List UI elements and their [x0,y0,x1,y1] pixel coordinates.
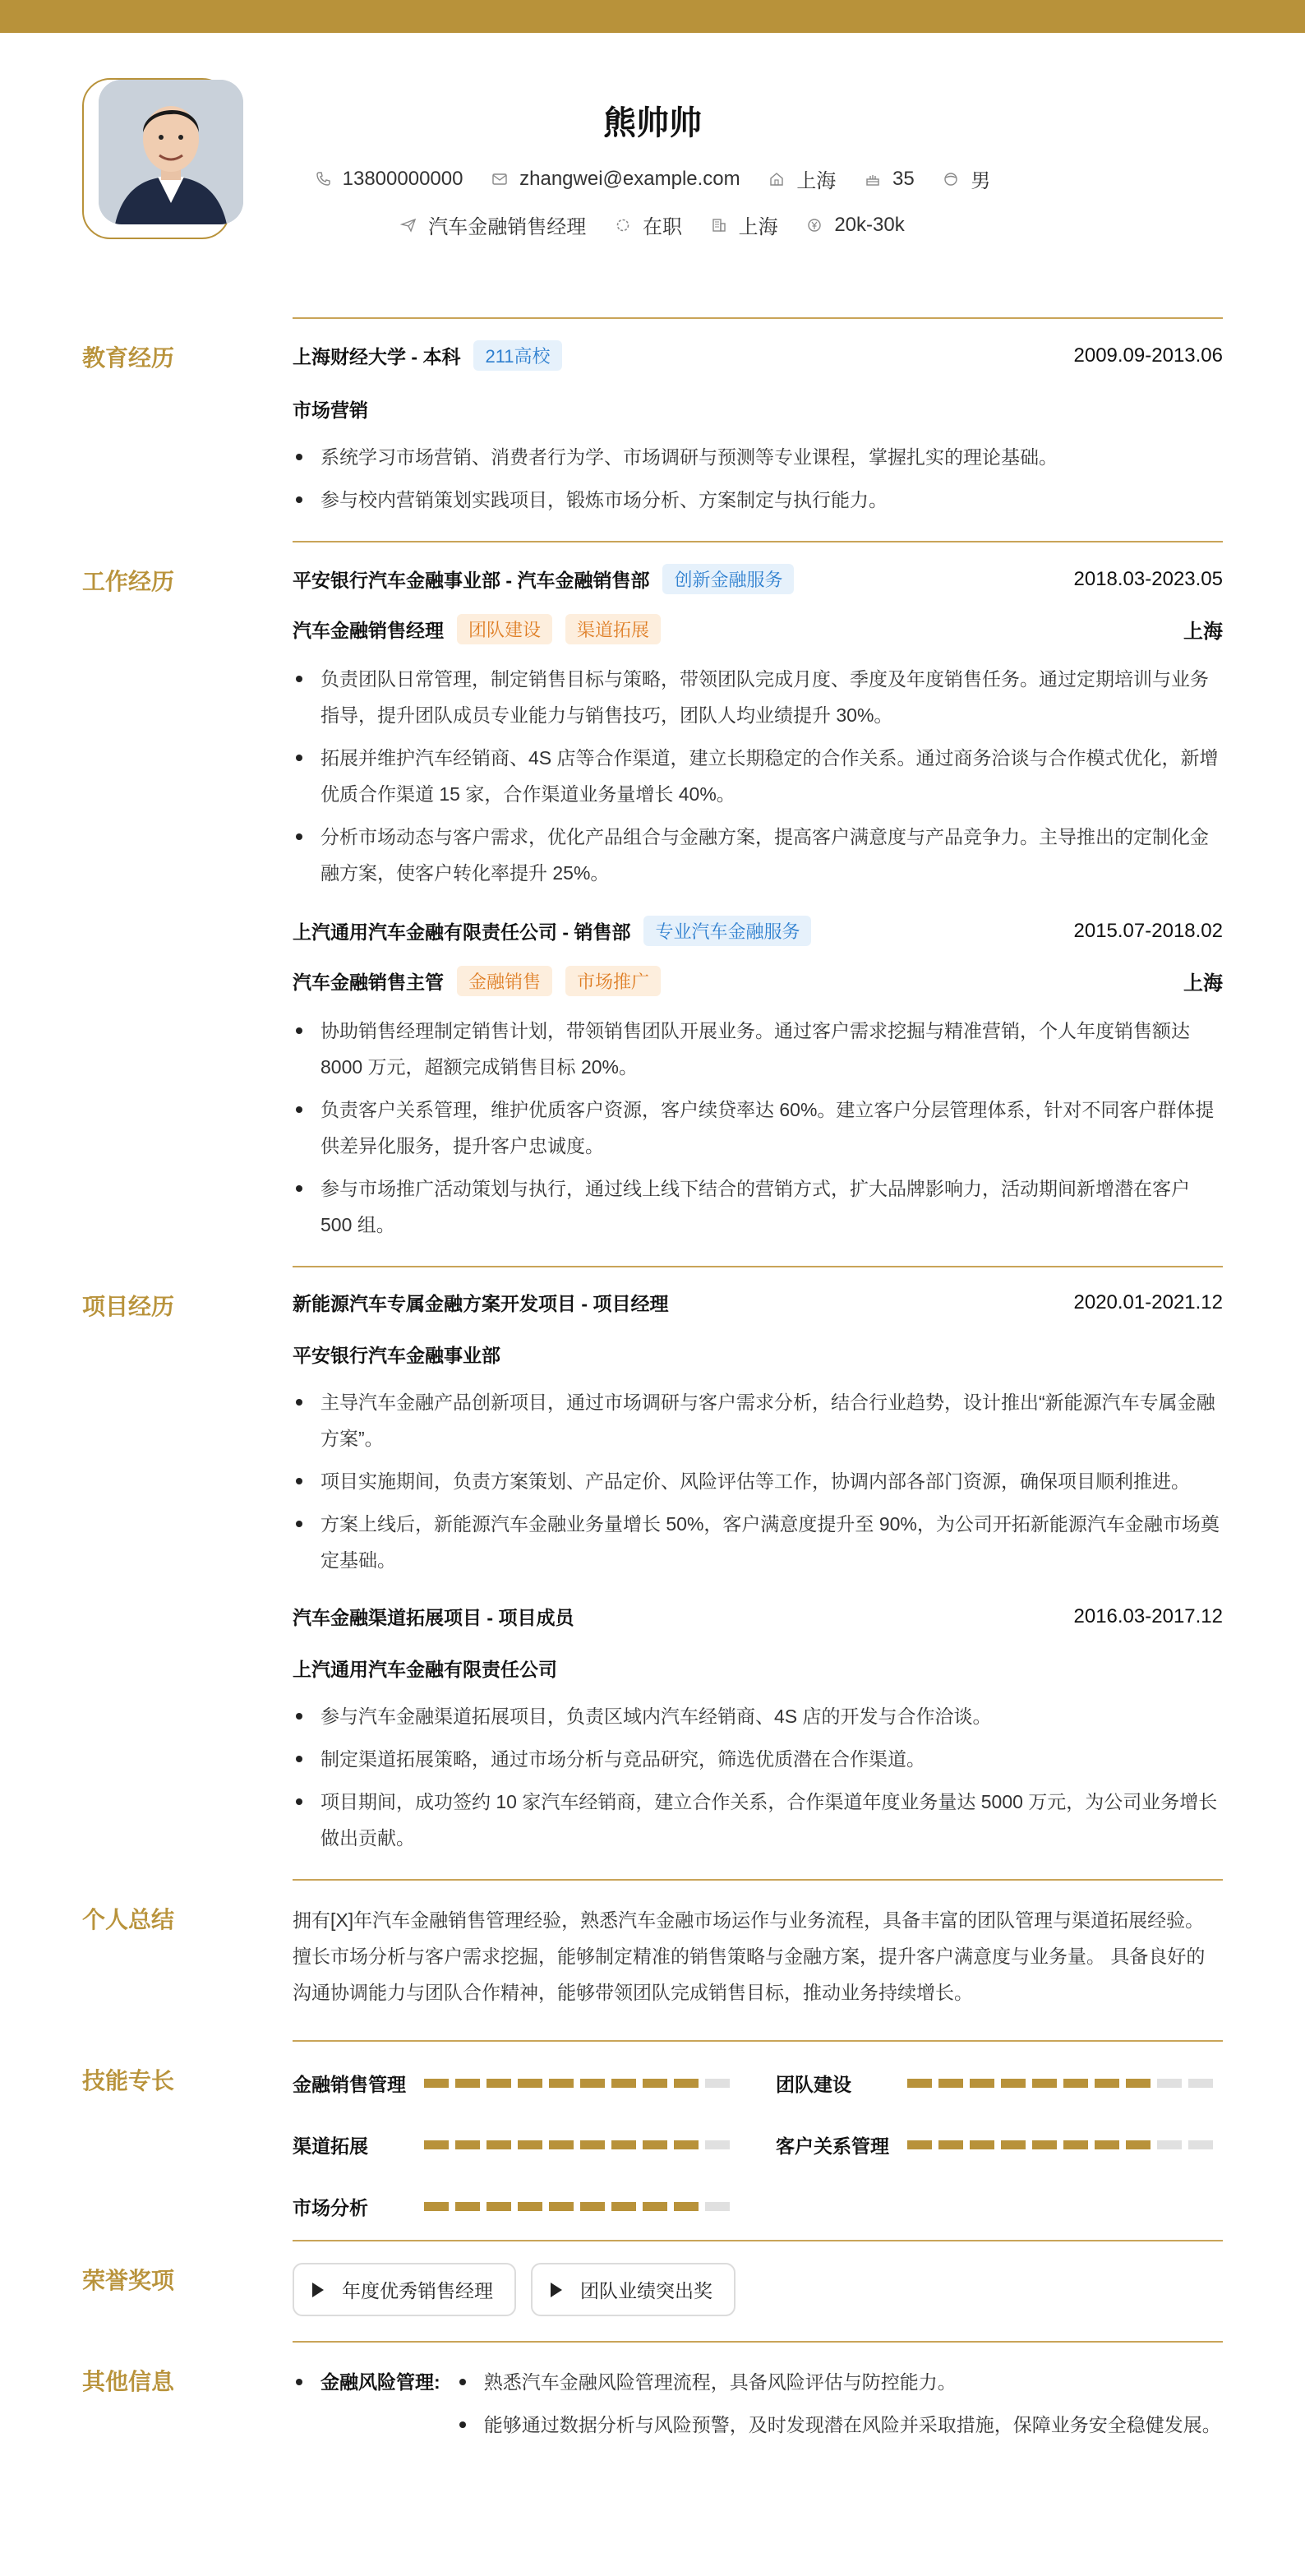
section-title-summary: 个人总结 [82,1907,175,1932]
email-item [491,168,740,191]
skill-dash-empty [1157,2140,1182,2149]
list-item: 项目实施期间，负责方案策划、产品定价、风险评估等工作，协调内部各部门资源，确保项目顺利推进。 [293,1463,1223,1499]
skill-dash-filled [486,2202,511,2211]
company-tag: 专业汽车金融服务 [643,916,811,946]
skill-dash-filled [1032,2140,1057,2149]
list-item: 主导汽车金融产品创新项目，通过市场调研与客户需求分析，结合行业趋势，设计推出“新能源汽车专属金融方案”。 [293,1384,1223,1457]
section-title-work: 工作经历 [82,569,175,594]
summary-section [82,1879,1223,2040]
major: 市场营销 [293,399,368,421]
building-icon [711,217,727,233]
project-bullets [293,1384,1223,1578]
work-city-text: 上海 [738,216,778,238]
work-location: 上海 [1183,972,1223,995]
section-title-awards: 荣誉奖项 [82,2268,175,2293]
resume-page [0,33,1305,2449]
project-org: 平安银行汽车金融事业部 [293,1345,500,1366]
job-title-text: 汽车金融销售经理 [428,216,587,238]
phone-text: 13800000000 [342,167,463,190]
job-title-item [400,210,586,239]
other-body [293,2341,1223,2449]
section-title-skills: 技能专长 [82,2068,175,2094]
education-section [82,317,1223,518]
list-item: 能够通过数据分析与风险预警，及时发现潜在风险并采取措施，保障业务安全稳健发展。 [456,2407,1223,2443]
skill-dash-filled [549,2202,574,2211]
work-body [293,541,1223,1243]
work-date: 2018.03-2023.05 [1073,567,1223,590]
skill-item [293,2193,740,2220]
work-bullets [293,1013,1223,1243]
skill-dash-filled [1095,2140,1119,2149]
skill-dash-filled [674,2079,699,2088]
play-icon [312,2283,324,2297]
candidate-name: 熊帅帅 [603,105,702,141]
projects-section [82,1266,1223,1856]
list-item: 负责团队日常管理，制定销售目标与策略，带领团队完成月度、季度及年度销售任务。通过定期培训与业务指导，提升团队成员专业能力与销售技巧，团队人均业绩提升 30%。 [293,661,1223,733]
skill-dash-filled [643,2079,667,2088]
list-item: 制定渠道拓展策略，通过市场分析与竞品研究，筛选优质潜在合作渠道。 [293,1741,1223,1777]
skills-section [82,2040,1223,2240]
money-icon [806,217,823,233]
list-item: 熟悉汽车金融风险管理流程，具备风险评估与防控能力。 [456,2364,1223,2400]
skills-grid [293,2070,1223,2240]
list-item: 分析市场动态与客户需求，优化产品组合与金融方案，提高客户满意度与产品竞争力。主导推出的定制化金融方案，使客户转化率提升 25%。 [293,819,1223,891]
skill-dash-filled [611,2079,636,2088]
skills-body [293,2040,1223,2240]
role-tag: 金融销售 [457,966,552,996]
skill-level-bar [424,2079,736,2088]
skill-level-bar [424,2202,736,2211]
award-badge [531,2263,736,2316]
skill-dash-filled [674,2202,699,2211]
skill-level-bar [907,2079,1220,2088]
phone-icon [315,171,331,187]
skill-dash-empty [705,2079,730,2088]
salary-text: 20k-30k [834,213,905,236]
section-title-projects: 项目经历 [82,1294,175,1319]
skill-dash-filled [580,2140,605,2149]
school-name: 上海财经大学 - 本科 [293,346,461,367]
skill-dash-filled [1063,2140,1088,2149]
education-date: 2009.09-2013.06 [1073,344,1223,367]
list-item: 参与市场推广活动策划与执行，通过线上线下结合的营销方式，扩大品牌影响力，活动期间新增潜在客户 500 组。 [293,1170,1223,1243]
home-icon [768,171,785,187]
work-bullets [293,661,1223,891]
skill-name: 客户关系管理 [776,2135,889,2157]
job-intent-row [0,210,1305,239]
work-entry [293,916,1223,1243]
skill-dash-filled [611,2202,636,2211]
skill-dash-filled [518,2202,542,2211]
other-item [293,2364,1223,2449]
skill-dash-filled [518,2079,542,2088]
skill-dash-empty [1188,2140,1213,2149]
other-key: 金融风险管理: [293,2364,456,2449]
age-item [865,168,915,191]
education-entry [293,340,1223,518]
skill-dash-filled [970,2079,994,2088]
company-name: 平安银行汽车金融事业部 - 汽车金融销售部 [293,570,650,591]
project-title: 汽车金融渠道拓展项目 - 项目成员 [293,1607,574,1628]
skill-dash-filled [424,2079,449,2088]
role-tag: 团队建设 [457,614,552,644]
education-bullets [293,439,1223,518]
skill-name: 金融销售管理 [293,2074,406,2095]
role-name: 汽车金融销售经理 [293,620,444,641]
project-bullets [293,1698,1223,1856]
gender-item [943,164,990,193]
skill-level-bar [424,2140,736,2149]
skill-name: 团队建设 [776,2074,851,2095]
project-title: 新能源汽车专属金融方案开发项目 - 项目经理 [293,1293,669,1314]
list-item: 参与汽车金融渠道拓展项目，负责区域内汽车经销商、4S 店的开发与合作洽谈。 [293,1698,1223,1734]
awards-body [293,2240,1223,2341]
skill-dash-filled [1001,2140,1026,2149]
skill-dash-filled [455,2079,480,2088]
skill-dash-filled [1126,2079,1151,2088]
role-tag: 市场推广 [565,966,661,996]
skill-dash-filled [674,2140,699,2149]
skill-dash-filled [424,2202,449,2211]
other-section [82,2341,1223,2449]
awards-section [82,2240,1223,2341]
skill-dash-filled [580,2079,605,2088]
skill-dash-filled [549,2140,574,2149]
skill-dash-filled [1032,2079,1057,2088]
award-badge [293,2263,516,2316]
skill-dash-filled [907,2079,932,2088]
award-label: 年度优秀销售经理 [342,2280,493,2301]
skill-dash-empty [705,2202,730,2211]
salary-item [806,214,904,237]
skill-dash-filled [1063,2079,1088,2088]
list-item: 项目期间，成功签约 10 家汽车经销商，建立合作关系，合作渠道年度业务量达 5000 万元，为公司业务增长做出贡献。 [293,1784,1223,1856]
skill-level-bar [907,2140,1220,2149]
skill-dash-filled [970,2140,994,2149]
skill-item [776,2070,1223,2097]
work-city-item [711,210,778,239]
company-name: 上汽通用汽车金融有限责任公司 - 销售部 [293,921,631,943]
top-accent-bar [0,0,1305,33]
send-icon [400,217,417,233]
list-item: 系统学习市场营销、消费者行为学、市场调研与预测等专业课程，掌握扎实的理论基础。 [293,439,1223,475]
list-item: 拓展并维护汽车经销商、4S 店等合作渠道，建立长期稳定的合作关系。通过商务洽谈与合作模式优化，新增优质合作渠道 15 家，合作渠道业务量增长 40%。 [293,740,1223,812]
skill-dash-filled [455,2202,480,2211]
skill-name: 渠道拓展 [293,2135,368,2157]
skill-dash-empty [705,2140,730,2149]
gender-text: 男 [971,170,991,192]
status-text: 在职 [642,216,682,238]
skill-item [293,2070,740,2097]
work-location: 上海 [1183,621,1223,643]
skill-dash-filled [1126,2140,1151,2149]
skill-item [776,2131,1223,2158]
status-item [615,210,682,239]
skill-dash-empty [1188,2079,1213,2088]
skill-dash-filled [518,2140,542,2149]
city-text: 上海 [796,170,837,192]
summary-body [293,1879,1223,2040]
mail-icon [491,171,508,187]
skill-dash-filled [455,2140,480,2149]
list-item: 参与校内营销策划实践项目，锻炼市场分析、方案制定与执行能力。 [293,482,1223,518]
skill-dash-filled [643,2202,667,2211]
other-bullets [456,2364,1223,2449]
company-tag: 创新金融服务 [662,564,794,594]
skill-item [293,2131,740,2158]
skill-dash-filled [549,2079,574,2088]
skill-dash-filled [907,2140,932,2149]
award-label: 团队业绩突出奖 [580,2280,712,2301]
section-title-other: 其他信息 [82,2369,175,2394]
list-item: 负责客户关系管理，维护优质客户资源，客户续贷率达 60%。建立客户分层管理体系，针对不同客户群体提供差异化服务，提升客户忠诚度。 [293,1092,1223,1164]
skill-name: 市场分析 [293,2197,368,2218]
section-title-education: 教育经历 [82,345,175,371]
project-date: 2016.03-2017.12 [1073,1604,1223,1627]
skill-dash-filled [611,2140,636,2149]
awards-list [293,2263,1223,2341]
skill-dash-filled [938,2079,963,2088]
project-entry [293,1289,1223,1578]
skill-dash-filled [643,2140,667,2149]
phone-item [315,168,463,191]
contact-row [0,164,1305,193]
gender-icon [943,171,959,187]
email-text: zhangwei@example.com [519,167,740,190]
skill-dash-filled [486,2079,511,2088]
list-item: 协助销售经理制定销售计划，带领销售团队开展业务。通过客户需求挖掘与精准营销，个人年度销售额达 8000 万元，超额完成销售目标 20%。 [293,1013,1223,1085]
project-date: 2020.01-2021.12 [1073,1290,1223,1313]
age-text: 35 [892,167,915,190]
project-org: 上汽通用汽车金融有限责任公司 [293,1659,557,1680]
work-entry [293,564,1223,891]
play-icon [551,2283,562,2297]
list-item: 方案上线后，新能源汽车金融业务量增长 50%，客户满意度提升至 90%，为公司开拓新能源汽车金融市场奠定基础。 [293,1506,1223,1578]
work-date: 2015.07-2018.02 [1073,919,1223,942]
projects-body [293,1266,1223,1856]
skill-dash-filled [938,2140,963,2149]
project-entry [293,1603,1223,1856]
school-tag: 211高校 [473,340,561,371]
skill-dash-filled [1095,2079,1119,2088]
role-name: 汽车金融销售主管 [293,972,444,993]
summary-text: 拥有[X]年汽车金融销售管理经验，熟悉汽车金融市场运作与业务流程，具备丰富的团队管理与渠道拓展经验。 擅长市场分析与客户需求挖掘，能够制定精准的销售策略与金融方案，提升客户满意度与业务量。 具备良好的沟通协调能力与团队合作精神，能够带领团队完成销售目标，推动业务持续增长。 [293,1909,1206,2003]
city-item [768,164,836,193]
work-section [82,541,1223,1243]
skill-dash-filled [1001,2079,1026,2088]
resume-header [0,33,1305,279]
spinner-icon [615,217,631,233]
education-body [293,317,1223,518]
skill-dash-filled [580,2202,605,2211]
skill-dash-empty [1157,2079,1182,2088]
role-tag: 渠道拓展 [565,614,661,644]
skill-dash-filled [486,2140,511,2149]
skill-dash-filled [424,2140,449,2149]
cake-icon [865,171,881,187]
